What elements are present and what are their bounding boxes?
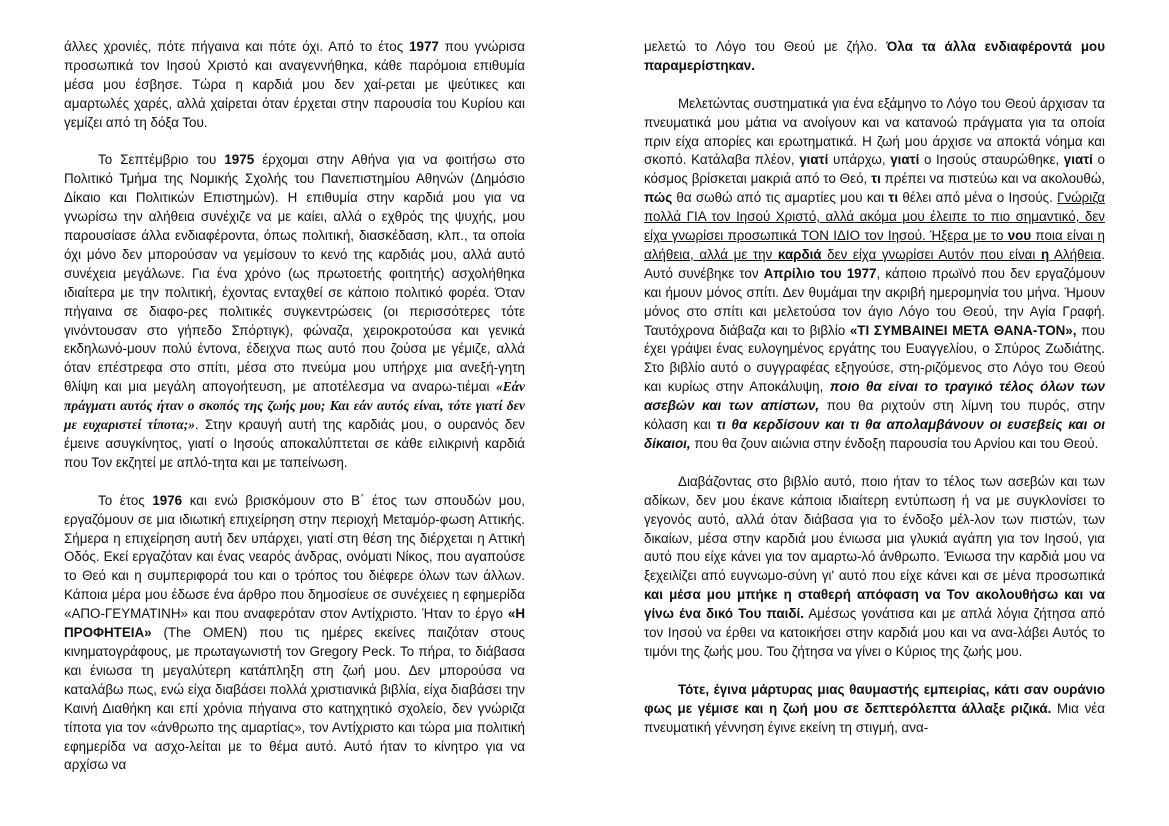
left-page-column [64,38,525,775]
text-run: 1976 [152,492,183,508]
text-run: πώς [644,190,673,206]
text-run: που θα ριχτούν στη λίμνη του πυρός, στην κόλαση και [644,398,1105,433]
text-run: Αμέσως γονάτισα και με απλά λόγια ζήτησα από τον Ιησού να έρθει να κατοικήσει στην καρδιά μου και να ανα-λάβει Αυτός το τιμόνι της ζωής μου. Του ζήτησα να γίνει ο Κύριος της ζωής μου. [644,606,1105,659]
text-run: τι θα κερδίσουν και τι θα απολαμβάνουν οι ευσεβείς και οι δίκαιοι, [644,417,1105,452]
text-run: ο Ιησούς σταυρώθηκε, [919,152,1064,168]
text-run: Γνώριζα πολλά ΓΙΑ τον Ιησού Χριστό, αλλά ακόμα μου έλειπε το πιο σημαντικό, δεν είχα γνωρίσει προσωπικά ΤΟΝ ΙΔΙΟ τον Ιησού. Ήξερα με το [644,190,1105,244]
text-run: γιατί [1063,152,1093,168]
text-run: ο κόσμος βρίσκεται μακριά από το Θεό, [644,152,1106,187]
text-run: η [1040,246,1050,262]
text-run: «Εάν πράγματι αυτός ήταν ο σκοπός της ζωής μου; Και εάν αυτός είναι, τότε γιατί δεν με ευχαριστεί τίποτα;» [64,379,525,433]
text-run: , κάποιο πρωϊνό που δεν εργαζόμουν και ήμουν μόνος σπίτι. Δεν θυμάμαι την ακριβή ημερομηνία του μήνα. Ήμουν μόνος στο σπίτι και μελετούσα τον άγιο Λόγο του Θεού, την Αγία Γραφή. Ταυτόχρονα διάβαζα και το βιβλίο [644,265,1105,338]
text-run: ποιο θα είναι το τραγικό τέλος όλων των ασεβών και των απίστων, [644,379,1106,414]
text-run: γιατί [799,152,829,168]
text-run: έρχομαι στην Αθήνα για να φοιτήσω στο Πολιτικό Τμήμα της Νομικής Σχολής του Πανεπιστημίου Αθηνών (Δημόσιο Δίκαιο και Πολιτικών Επιστημών). Η επιθυμία στην καρδιά μου για να γνωρίσω την αλήθεια συνέχιζε να με καίει, αλλά ο εχθρός της ψυχής, μου παρουσίασε άλλα ενδιαφέροντα, όπως πολιτική, διασκέδαση, κλπ., τα οποία όχι μόνο δεν μπορούσαν να γεμίσουν το κενό της καρδιάς μου, αλλά αυτό συνέχεια μεγάλωνε. Για ένα χρόνο (ως πρωτοετής φοιτητής) ασχολήθηκα ιδιαίτερα με την πολιτική, έχοντας ενταχθεί σε κάποιο πολιτικό φορέα. Όταν πήγαινα σε διαφο-ρες πολιτικές συγκεντρώσεις (οι περισσότερες τότε γινόντουσαν στο γήπεδο Σπόρτιγκ), φώναζα, χειροκροτούσα και γενικά εκδηλωνό-μουν πολύ έντονα, έδειχνα πως αυτό που ζούσα με γέμιζε, αλλά όταν επέστρεφα στο σπίτι, μέσα στο πνεύμα μου υπήρχε μια ανεξή-γητη θλίψη και μια μεγάλη απογοήτευση, με αποτέλεσμα να αναρω-τιέμαι [64,152,526,395]
text-run: 1977 [409,39,439,54]
text-run: γιατί [890,152,920,168]
right-paragraph-4 [644,681,1105,738]
text-run: «ΤΙ ΣΥΜΒΑΙΝΕΙ ΜΕΤΑ ΘΑΝΑ-ΤΟΝ», [849,322,1077,338]
text-run: . Στην κραυγή αυτή της καρδιάς μου, ο ουρανός δεν έμεινε ασυγκίνητος, γιατί ο Ιησούς αποκαλύπτεται σε κάθε ειλικρινή καρδιά που Τον εκζητεί με απλό-τητα και με ταπείνωση. [64,417,525,470]
text-run: 1975 [224,152,255,168]
right-paragraph-1 [644,38,1105,76]
text-run: θα σωθώ από τις αμαρτίες μου και [672,190,889,206]
text-run: Όλα τα άλλα ενδιαφέροντά μου παραμερίστηκαν. [644,39,1105,73]
text-run: «Η ΠΡΟΦΗΤΕΙΑ» [64,606,525,641]
text-run: . Αυτό συνέβηκε τον [644,246,1105,281]
text-run: τι [871,171,881,187]
left-paragraph-1 [64,38,525,133]
text-run: Μελετώντας συστηματικά για ένα εξάμηνο το Λόγο του Θεού άρχισαν τα πνευματικά μου μάτια να ανοίγουν και να κατανοώ πράγματα για τα οποία πριν είχα απορίες και ερωτηματικά. Η ζωή μου άρχισε να αποκτά νόημα και σκοπό. Κατάλαβα πλέον, [644,95,1105,168]
text-run: τι [888,190,899,206]
text-run: θέλει από μένα ο Ιησούς. [898,190,1058,206]
right-paragraph-3 [644,473,1105,662]
text-run: και μέσα μου μπήκε η σταθερή απόφαση να Τον ακολουθήσω και να γίνω ένα δικό Του παιδί. [644,587,1105,622]
left-paragraph-2 [64,151,525,472]
text-run: μελετώ το Λόγο του Θεού με ζήλο. [644,39,887,54]
text-run: ποια είναι η αλήθεια, αλλά με την [644,228,1105,262]
text-run: Αλήθεια [1049,246,1102,262]
text-run: Τότε, έγινα μάρτυρας μιας θαυμαστής εμπειρίας, κάτι σαν ουράνιο φως με γέμισε και η ζωή μου σε δεπτερόλεπτα άλλαξε ριζικά. [644,681,1105,716]
text-run: πρέπει να πιστεύω και να ακολουθώ, [880,171,1105,187]
text-run: καρδιά [777,246,822,262]
text-run: που θα ζουν αιώνια στην ένδοξη παρουσία του Αρνίου και του Θεού. [690,436,1099,452]
text-run: νου [1007,228,1032,244]
text-run: υπάρχω, [828,152,891,168]
right-page-column [644,38,1105,737]
text-run: δεν είχα γνωρίσει Αυτόν που είναι [821,246,1041,262]
text-run: που γνώρισα προσωπικά τον Ιησού Χριστό και αναγεννήθηκα, κάθε παρόμοια επιθυμία μέσα μου έσβησε. Τώρα η καρδιά μου δεν χαί-ρεται με ψεύτικες και αμαρτωλές χαρές, αλλά χαίρεται όταν έρχεται στην παρουσία του Κυρίου και γεμίζει από τη δόξα Του. [64,39,525,130]
text-run: Το έτος [98,492,153,508]
right-paragraph-2 [644,95,1105,454]
text-run: άλλες χρονιές, πότε πήγαινα και πότε όχι. Από το έτος [64,39,410,54]
text-run: Διαβάζοντας στο βιβλίο αυτό, ποιο ήταν το τέλος των ασεβών και των αδίκων, δεν μου έκανε κάποια ιδιαίτερη εντύπωση ή να με συγκλονίσει το γεγονός αυτό, αλλά όταν διάβασα για το ένδοξο μέλ-λον των πιστών, των δικαίων, μέσα στην καρδιά μου ένιωσα μια γλυκιά αγάπη για τον Ιησού, για αυτό που είχε κάνει για τον αμαρτω-λό άνθρωπο. Ένιωσα την καρδιά μου να ξεχειλίζει από ευγνωμο-σύνη γι' αυτό που είχε κάνει και σε μένα προσωπικά [644,473,1105,584]
text-run: Μια νέα πνευματική γέννηση έγινε εκείνη τη στιγμή, ανα- [644,700,1106,735]
text-run: και ενώ βρισκόμουν στο Β΄ έτος των σπουδών μου, εργαζόμουν σε μια ιδιωτική επιχείρηση στην περιοχή Μεταμόρ-φωση Αττικής. Σήμερα η επιχείρηση αυτή δεν υπάρχει, γιατί στη θέση της διέρχεται η Αττική Οδός. Εκεί εργαζόταν και ένας νεαρός άνδρας, ονόματι Νίκος, που αγαπούσε το Θεό και η συμπεριφορά του και ο τρόπος του διέφερε όλων των άλλων. Κάποια μέρα μου έδωσε ένα άρθρο που δημοσίευε σε συνέχειες η εφημερίδα «ΑΠΟ-ΓΕΥΜΑΤΙΝΗ» και που αναφερόταν στον Αντίχριστο. Ήταν το έργο [64,492,525,622]
text-run: που έχει γράψει ένας ευλογημένος εργάτης του Ευαγγελίου, ο Σπύρος Ζωδιάτης. Στο βιβλίο αυτό ο συγγραφέας εξηγούσε, στη-ριζόμενος στο Λόγο του Θεού και κυρίως στην Αποκάλυψη, [644,322,1106,395]
left-paragraph-3 [64,492,525,776]
text-run: (The OMEN) που τις ημέρες εκείνες παιζόταν στους κινηματογράφους, με πρωταγωνιστή τον Gregory Peck. Το πήρα, το διάβασα και ένιωσα τη μεγαλύτερη κατάπληξη στη ζωή μου. Δεν μπορούσα να καταλάβω πως, ενώ είχα διαβάσει πολλά χριστιανικά βιβλία, είχα διαβάσει την Καινή Διαθήκη και επί χρόνια πήγαινα στο κατηχητικό σχολείο, δεν γνώριζα τίποτα για τον «άνθρωπο της αμαρτίας», τον Αντίχριστο και τώρα μια πολιτική εφημερίδα να ασχο-λείται με το θέμα αυτό. Αυτό ήταν το κίνητρο για να αρχίσω να [64,625,525,773]
text-run: Απρίλιο του 1977 [763,265,877,281]
text-run: Το Σεπτέμβριο του [98,152,225,168]
